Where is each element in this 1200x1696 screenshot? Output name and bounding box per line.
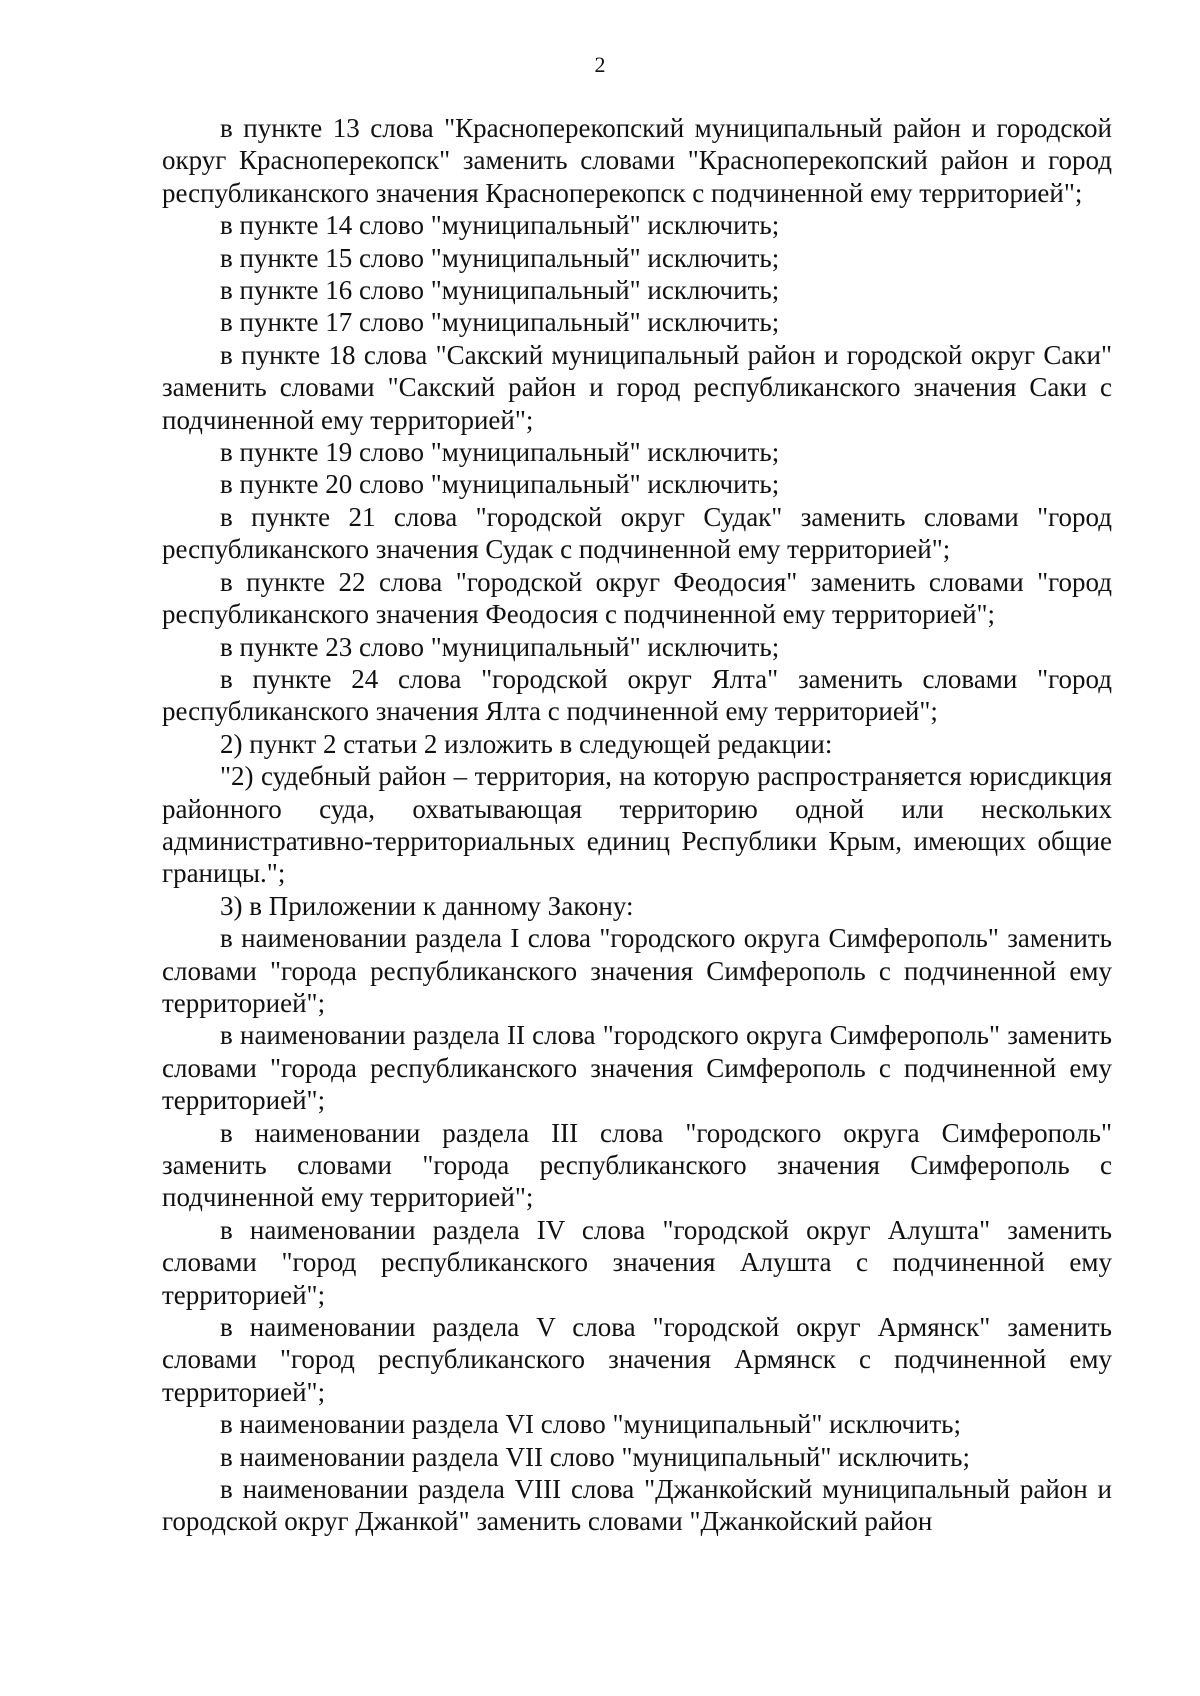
paragraph-17: в наименовании раздела II слова "городского округа Симферополь" заменить словами "города республиканского значения Симферополь с подчиненной ему территорией"; (162, 1020, 1112, 1116)
paragraph-5: в пункте 17 слово "муниципальный" исключить; (220, 307, 780, 338)
paragraph-10: в пункте 22 слова "городской округ Феодосия" заменить словами "город республиканского значения Феодосия с подчиненной ему территорией"; (162, 566, 1112, 630)
paragraph-6: в пункте 18 слова "Сакский муниципальный район и городской округ Саки" заменить словами "Сакский район и город республиканского значения Саки с подчиненной ему территорией"; (162, 339, 1112, 435)
paragraph-22: в наименовании раздела VII слово "муниципальный" исключить; (220, 1441, 970, 1472)
paragraph-20: в наименовании раздела V слова "городской округ Армянск" заменить словами "город республиканского значения Армянск с подчиненной ему территорией"; (162, 1312, 1112, 1407)
paragraph-9: в пункте 21 слова "городской округ Судак" заменить словами "город республиканского значения Судак с подчиненной ему территорией"; (162, 501, 1112, 565)
paragraph-2: в пункте 14 слово "муниципальный" исключить; (220, 210, 780, 241)
paragraph-13: 2) пункт 2 статьи 2 изложить в следующей редакции: (220, 728, 833, 759)
paragraph-15: 3) в Приложении к данному Закону: (220, 890, 634, 921)
paragraph-3: в пункте 15 слово "муниципальный" исключить; (220, 242, 780, 273)
page-number: 2 (594, 52, 606, 77)
paragraph-8: в пункте 20 слово "муниципальный" исключить; (220, 469, 780, 500)
paragraph-7: в пункте 19 слово "муниципальный" исключить; (220, 437, 780, 468)
paragraph-18: в наименовании раздела III слова "городского округа Симферополь" заменить словами "города республиканского значения Симферополь с подчиненной ему территорией"; (162, 1117, 1112, 1213)
document-body (162, 112, 1112, 1538)
paragraph-23: в наименовании раздела VIII слова "Джанкойский муниципальный район и городской округ Джанкой" заменить словами "Джанкойский район (162, 1474, 1112, 1537)
paragraph-16: в наименовании раздела I слова "городского округа Симферополь" заменить словами "города республиканского значения Симферополь с подчиненной ему территорией"; (162, 923, 1112, 1018)
paragraph-14: "2) судебный район – территория, на которую распространяется юрисдикция районного суда, охватывающая территорию одной или нескольких административно-территориальных единиц Республики Крым, имеющих общие границы."; (162, 761, 1112, 889)
paragraph-21: в наименовании раздела VI слово "муниципальный" исключить; (220, 1409, 961, 1440)
paragraph-11: в пункте 23 слово "муниципальный" исключить; (220, 631, 780, 662)
paragraph-12: в пункте 24 слова "городской округ Ялта" заменить словами "город республиканского значения Ялта с подчиненной ему территорией"; (162, 663, 1112, 727)
paragraph-4: в пункте 16 слово "муниципальный" исключить; (220, 275, 780, 306)
paragraph-1: в пункте 13 слова "Красноперекопский муниципальный район и городской округ Красноперекопск" заменить словами "Красноперекопский район и город республиканского значения Красноперекопск с подчиненной ему территорией"; (162, 113, 1112, 208)
paragraph-19: в наименовании раздела IV слова "городской округ Алушта" заменить словами "город республиканского значения Алушта с подчиненной ему территорией"; (162, 1214, 1112, 1310)
